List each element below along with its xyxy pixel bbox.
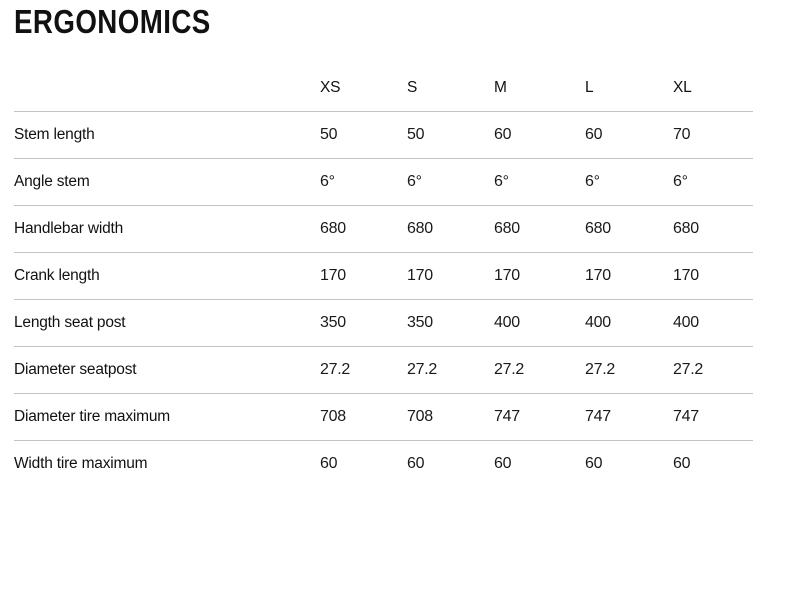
cell-value: 708 (407, 393, 494, 440)
cell-value: 27.2 (407, 346, 494, 393)
row-label: Length seat post (14, 299, 320, 346)
cell-value: 60 (673, 454, 691, 472)
cell-value: 70 (673, 111, 753, 158)
cell-value: 6° (407, 158, 494, 205)
cell-value: 6° (320, 158, 407, 205)
table-row-width-tire-maximum (14, 440, 753, 487)
cell-value: 27.2 (673, 346, 753, 393)
row-label: Diameter tire maximum (14, 393, 320, 440)
corner-cell (14, 65, 320, 111)
cell-value: 60 (407, 454, 425, 472)
cell-value: 747 (673, 393, 753, 440)
cell-value: 170 (673, 252, 753, 299)
table-row-length-seat-post (14, 299, 753, 346)
cell-value: 680 (494, 205, 585, 252)
cell-value: 747 (494, 393, 585, 440)
cell-value: 50 (320, 111, 407, 158)
cell-value: 27.2 (494, 346, 585, 393)
cell-value: 350 (407, 299, 494, 346)
row-label: Angle stem (14, 158, 320, 205)
page-title: ERGONOMICS (14, 3, 211, 40)
table-row-diameter-seatpost (14, 346, 753, 393)
col-header-m: M (494, 65, 585, 111)
table-row-stem-length (14, 111, 753, 158)
table-row-diameter-tire-maximum (14, 393, 753, 440)
cell-value: 170 (585, 252, 673, 299)
cell-value: 680 (673, 205, 753, 252)
cell-value: 27.2 (320, 346, 407, 393)
cell-value: 170 (494, 252, 585, 299)
cell-value: 6° (585, 158, 673, 205)
cell-value: 680 (585, 205, 673, 252)
cell-value: 708 (320, 393, 407, 440)
table-row-crank-length (14, 252, 753, 299)
cell-value: 680 (320, 205, 407, 252)
col-header-xs: XS (320, 65, 407, 111)
row-label: Crank length (14, 252, 320, 299)
row-label: Diameter seatpost (14, 346, 320, 393)
cell-value: 60 (585, 111, 673, 158)
cell-value: 747 (585, 393, 673, 440)
row-label: Width tire maximum (14, 454, 148, 472)
cell-value: 400 (673, 299, 753, 346)
cell-value: 6° (673, 158, 753, 205)
row-label: Stem length (14, 111, 320, 158)
cell-value: 6° (494, 158, 585, 205)
col-header-l: L (585, 65, 673, 111)
cell-value: 60 (494, 454, 512, 472)
row-label: Handlebar width (14, 205, 320, 252)
col-header-xl: XL (673, 65, 753, 111)
cell-value: 400 (494, 299, 585, 346)
table-row-angle-stem (14, 158, 753, 205)
table-row-handlebar-width (14, 205, 753, 252)
cell-value: 350 (320, 299, 407, 346)
cell-value: 60 (494, 111, 585, 158)
cell-value: 50 (407, 111, 494, 158)
col-header-s: S (407, 65, 494, 111)
cell-value: 170 (407, 252, 494, 299)
cell-value: 60 (585, 454, 603, 472)
cell-value: 170 (320, 252, 407, 299)
cell-value: 400 (585, 299, 673, 346)
cell-value: 680 (407, 205, 494, 252)
table-header-row (14, 65, 753, 111)
cell-value: 27.2 (585, 346, 673, 393)
cell-value: 60 (320, 454, 338, 472)
ergonomics-table (14, 65, 753, 487)
